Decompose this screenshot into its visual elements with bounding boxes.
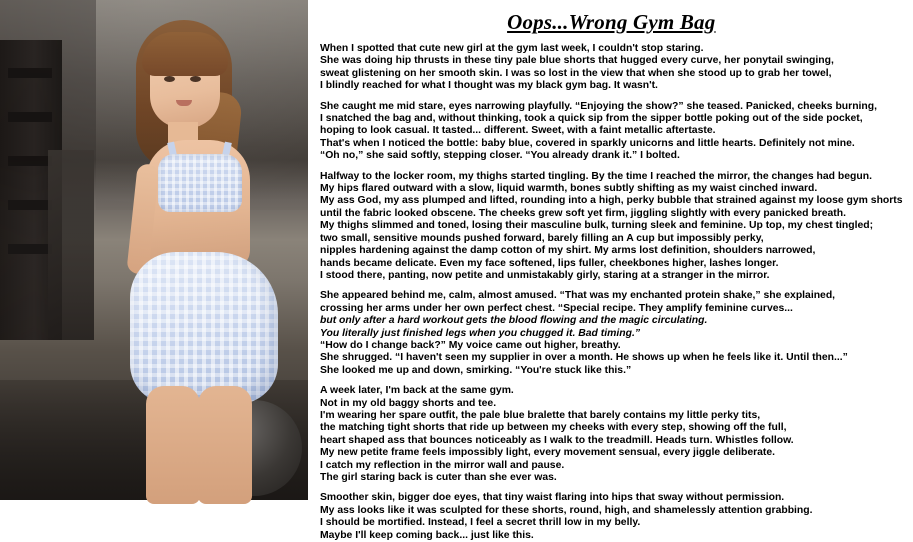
story-line: She shrugged. “I haven't seen my supplier in over a month. He shows up when he feels like it. Until then...” (320, 352, 848, 364)
story-line: sweat glistening on her smooth skin. I was so lost in the view that when she stood up to grab her towel, (320, 67, 832, 79)
eye-left (164, 76, 175, 82)
story-line: but only after a hard workout gets the blood flowing and the magic circulating. (320, 315, 708, 327)
story-line: My new petite frame feels impossibly light, every movement sensual, every jiggle deliberate. (320, 447, 776, 459)
story-line: Not in my old baggy shorts and tee. (320, 397, 497, 409)
story-line: I should be mortified. Instead, I feel a secret thrill low in my belly. (320, 517, 641, 529)
story-line: A week later, I'm back at the same gym. (320, 385, 514, 397)
story-line: I'm wearing her spare outfit, the pale blue bralette that barely contains my little perky tits, (320, 409, 761, 421)
leg-left (146, 386, 200, 504)
story-line: I snatched the bag and, without thinking, took a quick sip from the sipper bottle poking out of the side pocket, (320, 113, 863, 125)
story-line: My thighs slimmed and toned, losing their masculine bulk, turning sleek and feminine. Up top, my chest tingled; (320, 220, 874, 232)
paragraph-3 (320, 171, 903, 283)
story-line: “How do I change back?” My voice came out higher, breathy. (320, 339, 621, 351)
text-panel (308, 0, 913, 541)
story-line: She looked me up and down, smirking. “You're stuck like this.” (320, 364, 632, 376)
story-line: I catch my reflection in the mirror wall and pause. (320, 459, 565, 471)
paragraph-4 (320, 290, 903, 377)
paragraph-2 (320, 101, 903, 163)
paragraph-6 (320, 492, 903, 542)
gym-shorts (130, 252, 278, 404)
story-line: My hips flared outward with a slow, liquid warmth, bones subtly shifting as my waist cinched inward. (320, 183, 818, 195)
story-line: You literally just finished legs when you chugged it. Bad timing.” (320, 327, 641, 339)
story-line: The girl staring back is cuter than she ever was. (320, 472, 557, 483)
bralette-top (158, 154, 242, 212)
story-line: Smoother skin, bigger doe eyes, that tiny waist flaring into hips that sway without permission. (320, 492, 785, 504)
story-line: until the fabric looked obscene. The cheeks grew soft yet firm, jiggling slightly with every panicked breath. (320, 207, 847, 219)
story-line: She caught me mid stare, eyes narrowing playfully. “Enjoying the show?” she teased. Panicked, cheeks burning, (320, 100, 878, 112)
story-line: hands became delicate. Even my face softened, lips fuller, cheekbones higher, lashes longer. (320, 257, 779, 269)
story-line: nipples hardening against the damp cotton of my shirt. My arms lost definition, shoulders narrowed, (320, 245, 816, 257)
story-line: Halfway to the locker room, my thighs started tingling. By the time I reached the mirror, the changes had begun. (320, 170, 872, 182)
story-line: crossing her arms under her own perfect chest. “Special recipe. They amplify feminine curves... (320, 302, 793, 314)
story-line: hoping to look casual. It tasted... different. Sweet, with a faint metallic aftertaste. (320, 125, 716, 137)
story-line: She appeared behind me, calm, almost amused. “That was my enchanted protein shake,” she explained, (320, 290, 836, 302)
hair-fringe (142, 32, 228, 76)
eye-right (190, 76, 201, 82)
subject-figure (72, 14, 308, 500)
story-body (320, 43, 903, 542)
story-line: My ass God, my ass plumped and lifted, rounding into a high, perky bubble that strained against my loose gym shorts (320, 195, 903, 207)
page-title: Oops...Wrong Gym Bag (507, 10, 716, 34)
story-line: heart shaped ass that bounces noticeably as I walk to the treadmill. Heads turn. Whistles follow. (320, 434, 794, 446)
story-line: “Oh no,” she said softly, stepping closer. “You already drank it.” I bolted. (320, 150, 680, 162)
gym-selfie-photo (0, 0, 308, 500)
paragraph-5 (320, 385, 903, 484)
story-line: Maybe I'll keep coming back... just like this. (320, 529, 534, 541)
story-line: My ass looks like it was sculpted for these shorts, round, high, and shamelessly attention grabbing. (320, 504, 813, 516)
story-line: I blindly reached for what I thought was my black gym bag. It wasn't. (320, 80, 658, 92)
story-line: She was doing hip thrusts in these tiny pale blue shorts that hugged every curve, her ponytail swinging, (320, 55, 834, 67)
story-line: two small, sensitive mounds pushed forward, barely filling an A cup but impossibly perky, (320, 232, 764, 244)
story-line: That's when I noticed the bottle: baby blue, covered in sparkly unicorns and little hearts. Definitely not mine. (320, 137, 855, 149)
leg-right (198, 386, 252, 504)
story-line: I stood there, panting, now petite and unmistakably girly, staring at a stranger in the mirror. (320, 269, 770, 281)
story-line: the matching tight shorts that ride up between my cheeks with every step, showing off the full, (320, 422, 787, 434)
paragraph-1 (320, 43, 903, 93)
story-line: When I spotted that cute new girl at the gym last week, I couldn't stop staring. (320, 43, 704, 54)
